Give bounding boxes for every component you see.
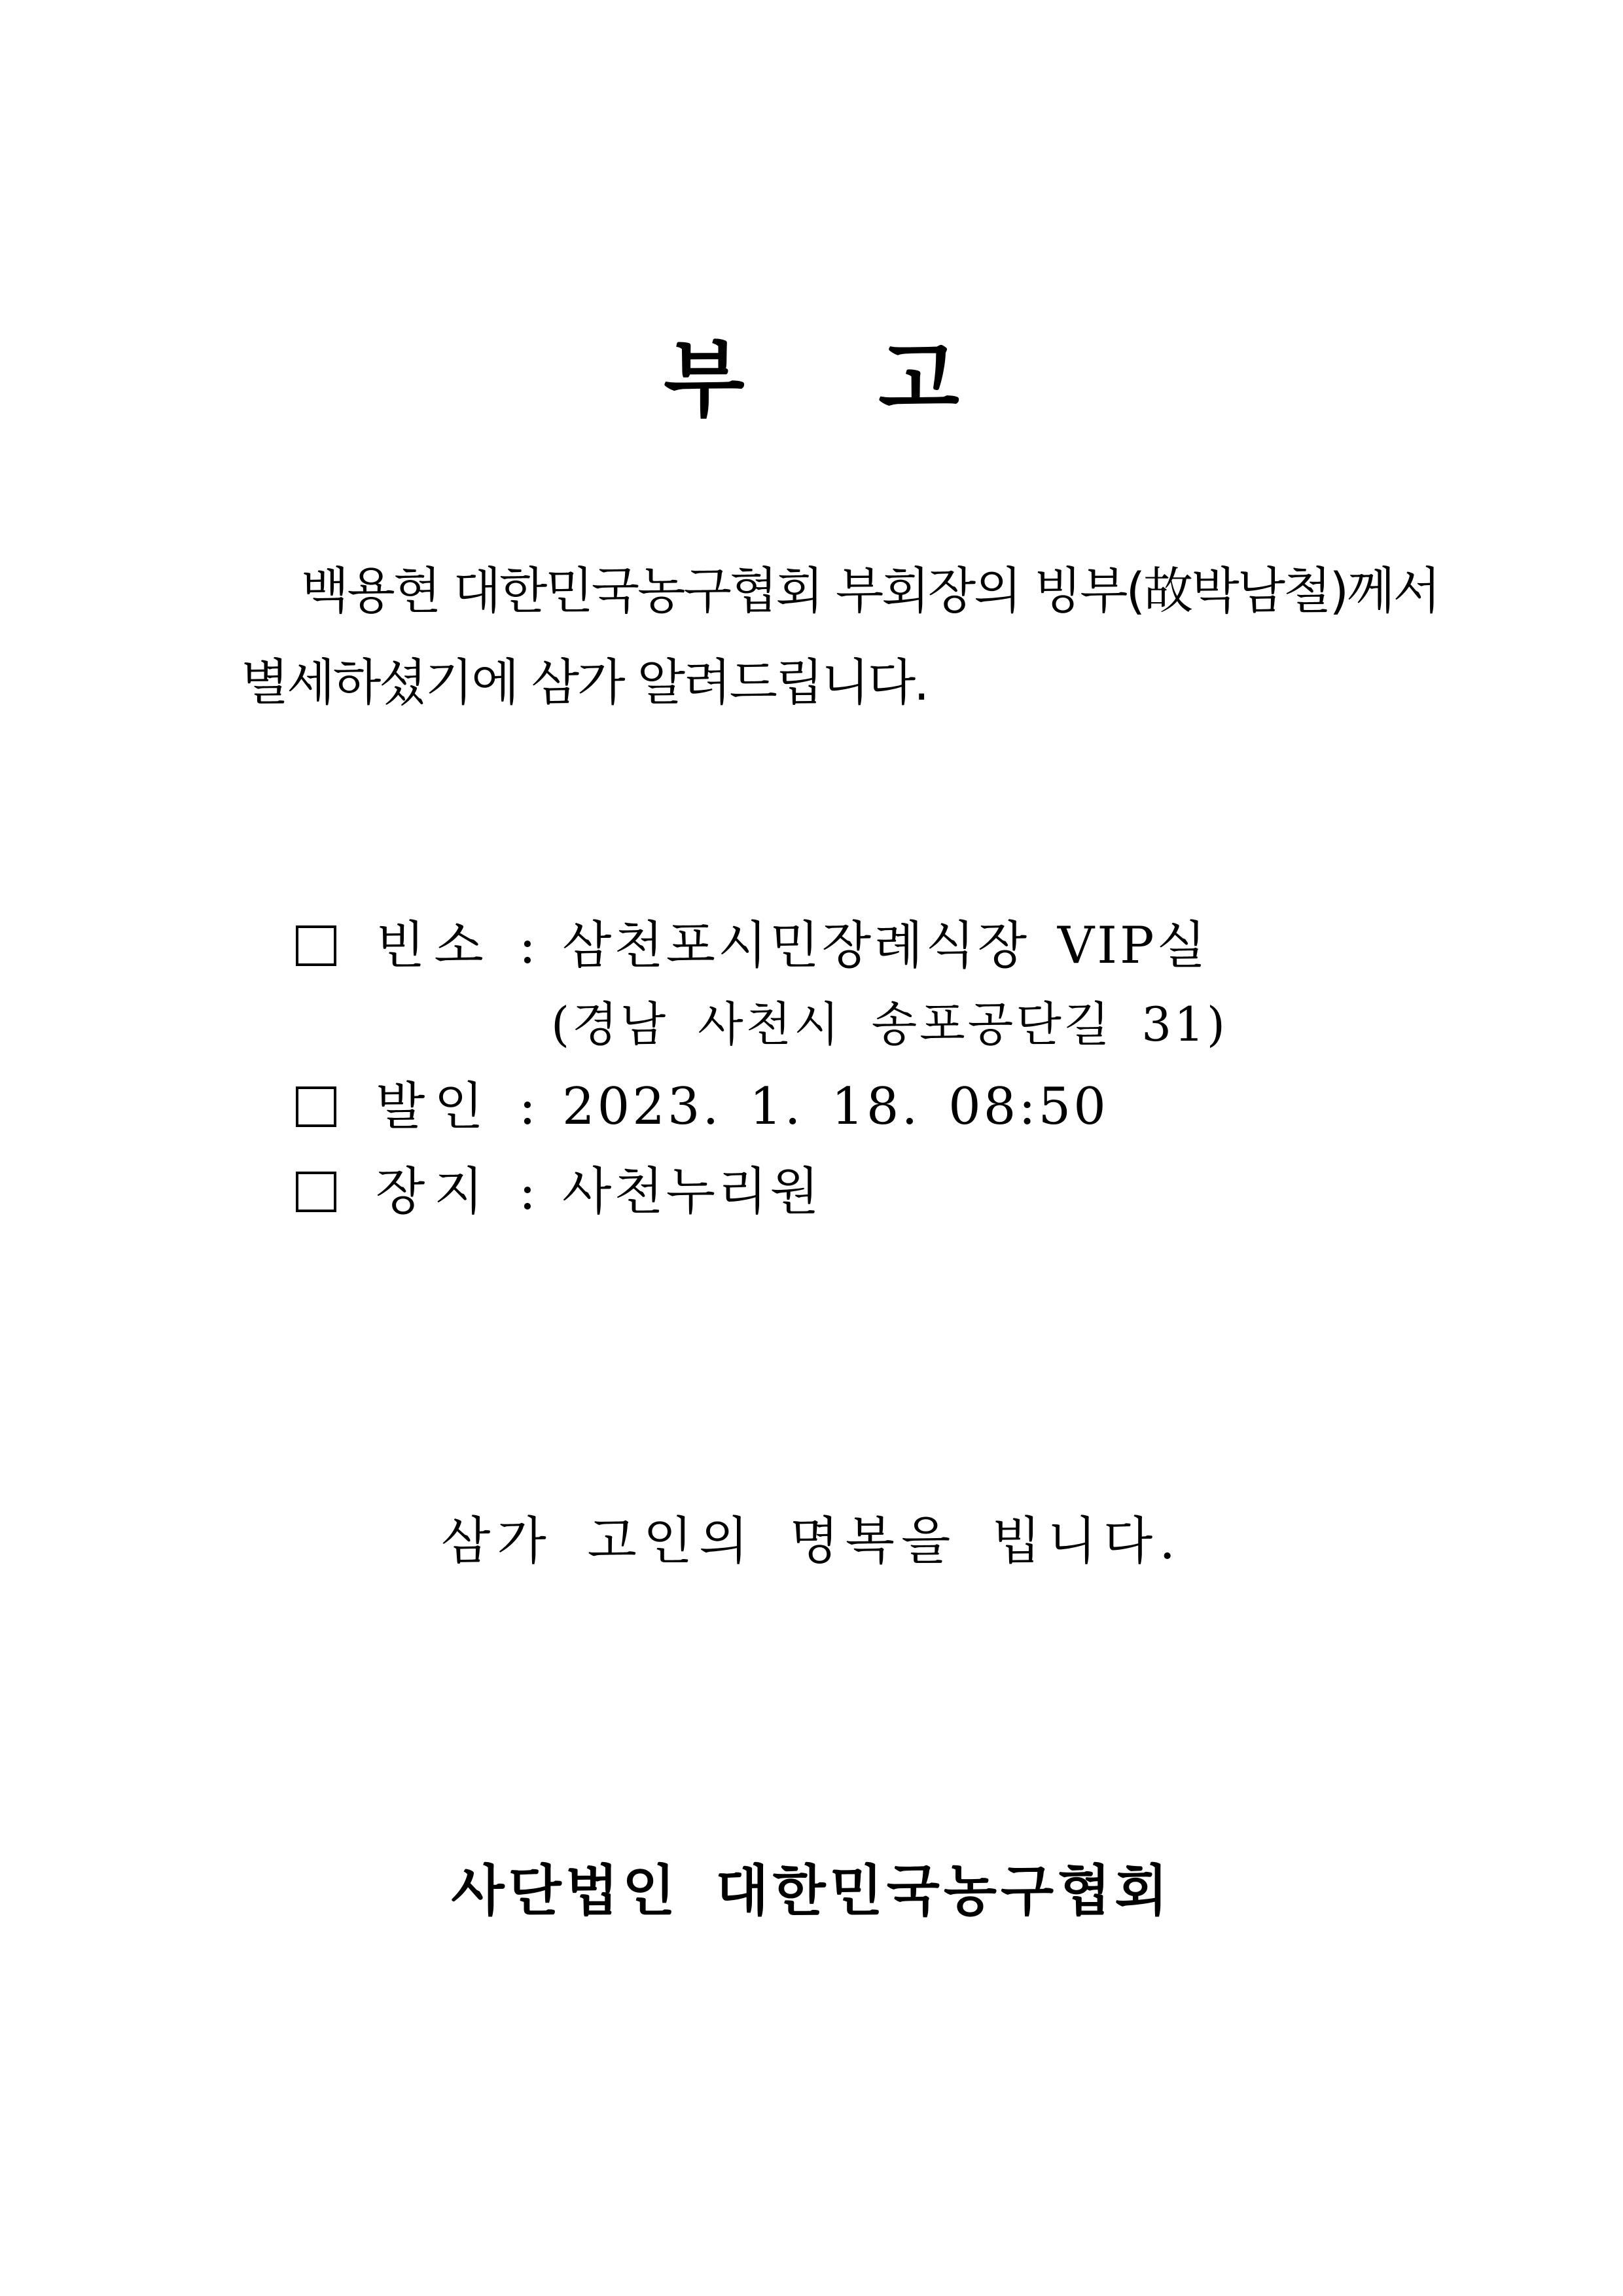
detail-row-departure — [296, 1071, 1109, 1143]
announcement-line-2: 별세하셨기에 삼가 알려드립니다. — [241, 653, 928, 711]
departure-separator: : — [518, 1077, 536, 1136]
venue-value: 삼천포시민장례식장 VIP실 — [562, 916, 1209, 975]
venue-address: (경남 사천시 송포공단길 31) — [551, 997, 1228, 1052]
departure-label: 발인 — [376, 1077, 493, 1136]
departure-value: 2023. 1. 18. 08:50 — [562, 1077, 1109, 1136]
announcement-line-1: 백용현 대한민국농구협회 부회장의 빙부(故박남철)께서 — [301, 562, 1439, 620]
signature: 사단법인 대한민국농구협회 — [451, 1858, 1172, 1923]
closing-message: 삼가 고인의 명복을 빕니다. — [440, 1512, 1182, 1571]
burial-value: 사천누리원 — [562, 1162, 822, 1221]
page-title: 부 고 — [664, 331, 959, 429]
checkbox-icon — [296, 1086, 336, 1127]
detail-row-burial — [296, 1156, 822, 1228]
checkbox-icon — [296, 925, 336, 966]
checkbox-icon — [296, 1172, 336, 1212]
burial-label: 장지 — [376, 1162, 493, 1221]
burial-separator: : — [518, 1162, 536, 1221]
venue-separator: : — [518, 916, 536, 975]
detail-row-venue — [296, 910, 1209, 982]
venue-label: 빈소 — [376, 916, 493, 975]
